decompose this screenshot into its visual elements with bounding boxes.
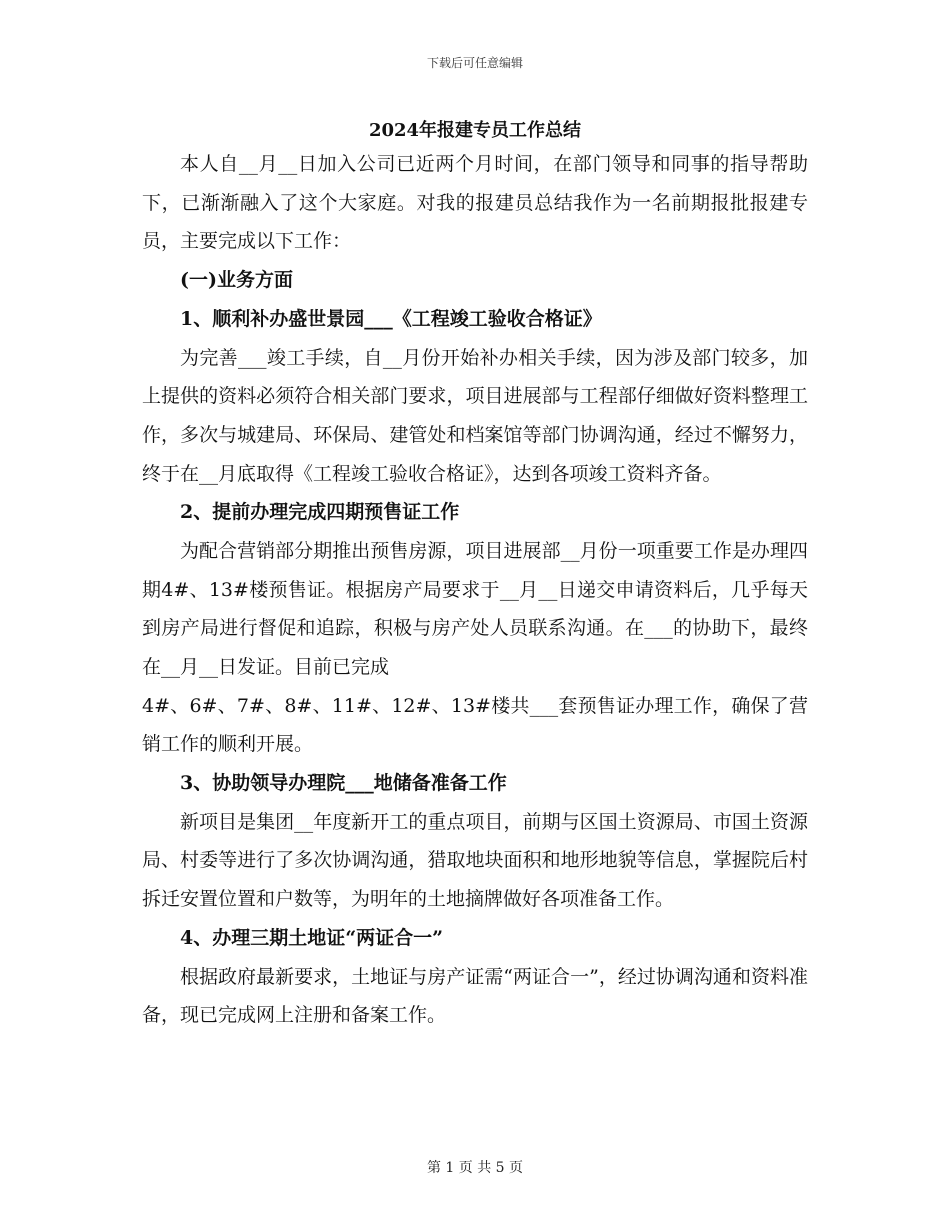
document-body — [142, 145, 808, 1035]
item-2-heading: 2、提前办理完成四期预售证工作 — [180, 501, 460, 524]
document-title: 2024年报建专员工作总结 — [368, 120, 582, 141]
item-3-body: 新项目是集团__年度新开工的重点项目，前期与区国土资源局、市国土资源局、村委等进行了多次协调沟通，猎取地块面积和地形地貌等信息，掌握院后村拆迁安置位置和户数等，为明年的土地摘牌做好各项准备工作。 — [142, 810, 808, 910]
item-2-body-continued: 4#、6#、7#、8#、11#、12#、13#楼共___套预售证办理工作，确保了营销工作的顺利开展。 — [142, 694, 808, 756]
page-number: 第 1 页 共 5 页 — [426, 1160, 524, 1176]
item-4-body: 根据政府最新要求，土地证与房产证需“两证合一”，经过协调沟通和资料准备，现已完成网上注册和备案工作。 — [142, 965, 808, 1027]
item-2-body: 为配合营销部分期推出预售房源，项目进展部__月份一项重要工作是办理四期4#、13#楼预售证。根据房产局要求于__月__日递交申请资料后，几乎每天到房产局进行督促和追踪，积极与房产处人员联系沟通。在___的协助下，最终在__月__日发证。目前已完成 — [142, 540, 808, 678]
section-heading: (一)业务方面 — [180, 268, 293, 291]
item-3-heading: 3、协助领导办理院___地储备准备工作 — [180, 771, 507, 794]
item-4-heading: 4、办理三期土地证“两证合一” — [180, 926, 444, 949]
intro-paragraph: 本人自__月__日加入公司已近两个月时间，在部门领导和同事的指导帮助下，已渐渐融入了这个大家庭。对我的报建员总结我作为一名前期报批报建专员，主要完成以下工作： — [142, 153, 808, 253]
header-note: 下载后可任意编辑 — [426, 56, 523, 70]
item-1-body: 为完善___竣工手续，自__月份开始补办相关手续，因为涉及部门较多，加上提供的资料必须符合相关部门要求，项目进展部与工程部仔细做好资料整理工作，多次与城建局、环保局、建管处和档案馆等部门协调沟通，经过不懈努力，终于在__月底取得《工程竣工验收合格证》，达到各项竣工资料齐备。 — [142, 346, 808, 485]
item-1-heading: 1、顺利补办盛世景园___《工程竣工验收合格证》 — [180, 307, 602, 330]
